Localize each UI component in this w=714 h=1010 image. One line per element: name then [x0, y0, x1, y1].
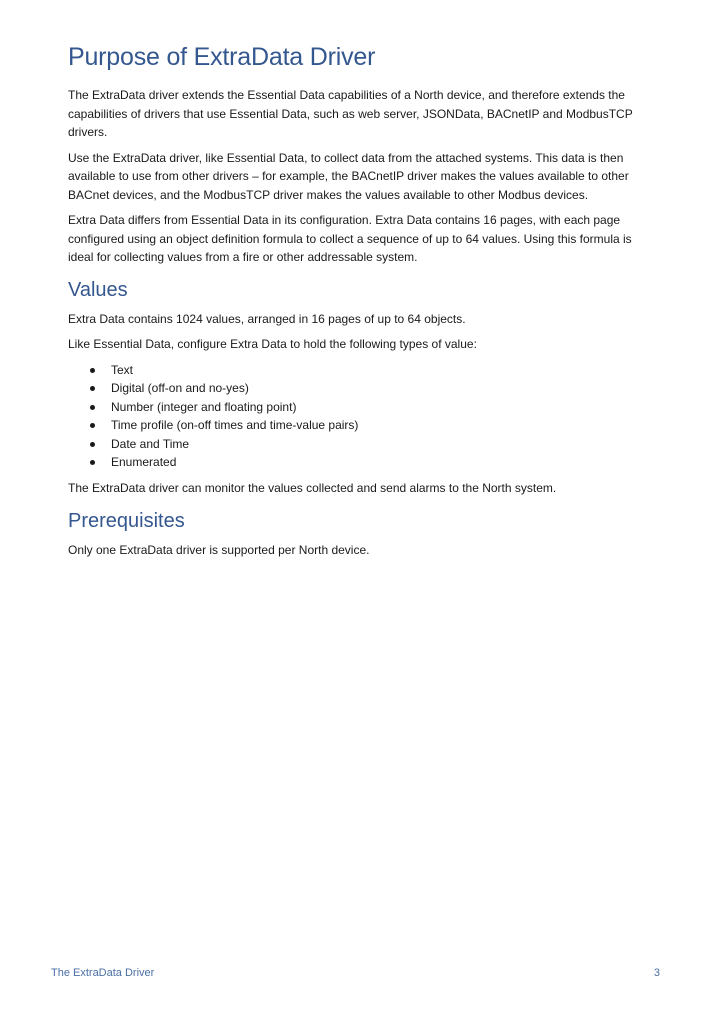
purpose-paragraph-3: Extra Data differs from Essential Data in its configuration. Extra Data contains 16 pages, with each page configured using an object definition formula to collect a sequence of up to 64 values. Using this formula is ideal for collecting values from a fire or other addressable system. — [68, 213, 632, 264]
footer-document-title: The ExtraData Driver — [51, 967, 155, 979]
list-item: Digital (off-on and no-yes) — [111, 379, 653, 398]
prerequisites-paragraph: Only one ExtraData driver is supported per North device. — [68, 542, 370, 557]
value-types-list — [68, 361, 653, 473]
values-paragraph-2: Like Essential Data, configure Extra Data to hold the following types of value: — [68, 337, 477, 351]
page-title: Purpose of ExtraData Driver — [68, 43, 376, 71]
purpose-paragraph-1: The ExtraData driver extends the Essential Data capabilities of a North device, and therefore extends the capabilities of drivers that use Essential Data, such as web server, JSONData, BACnetIP and ModbusTCP drivers. — [68, 88, 633, 139]
list-item: Text — [111, 361, 653, 380]
purpose-paragraph-2: Use the ExtraData driver, like Essential Data, to collect data from the attached systems. This data is then available to use from other drivers – for example, the BACnetIP driver makes the values available to other BACnet devices, and the ModbusTCP driver makes the values available to other Modbus devices. — [68, 150, 629, 202]
values-heading: Values — [68, 278, 128, 301]
list-item: Enumerated — [111, 453, 653, 472]
values-paragraph-1: Extra Data contains 1024 values, arranged in 16 pages of up to 64 objects. — [68, 311, 466, 326]
list-item: Time profile (on-off times and time-value pairs) — [111, 416, 653, 435]
footer-page-number: 3 — [653, 967, 660, 979]
list-item: Number (integer and floating point) — [111, 398, 653, 417]
list-item: Date and Time — [111, 435, 653, 454]
prerequisites-heading: Prerequisites — [68, 509, 185, 532]
values-paragraph-3: The ExtraData driver can monitor the values collected and send alarms to the North system. — [68, 481, 557, 496]
document-body — [68, 40, 653, 566]
